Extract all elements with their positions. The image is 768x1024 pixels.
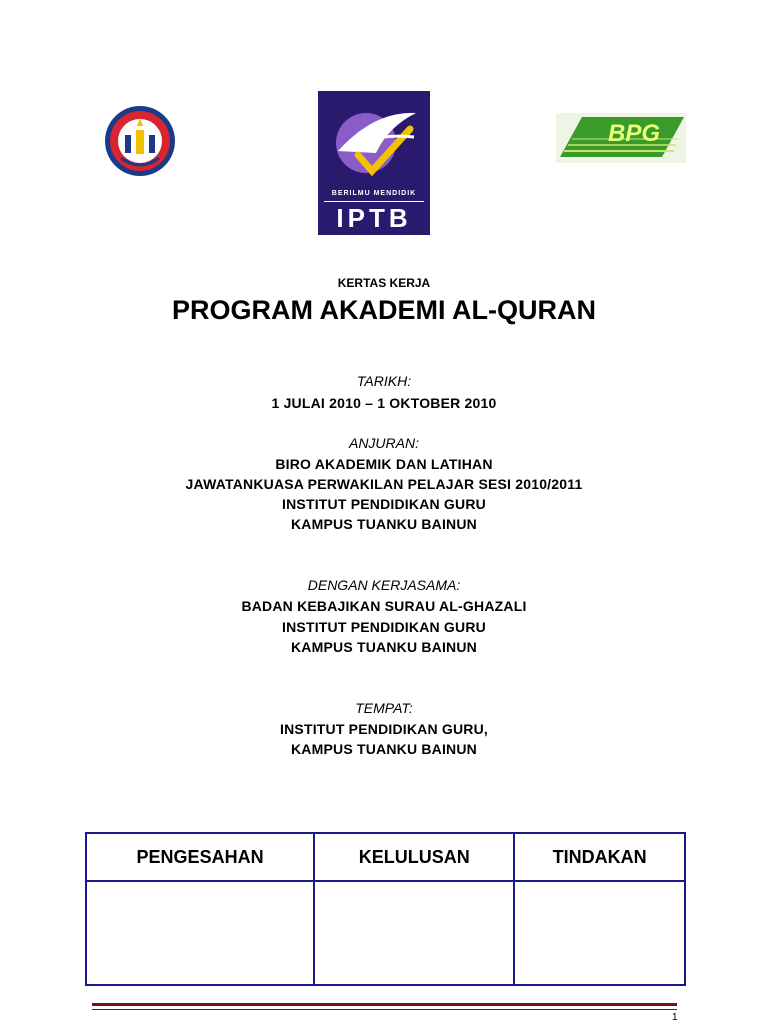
anjuran-line: INSTITUT PENDIDIKAN GURU <box>282 496 486 512</box>
bpg-name: BPG <box>608 120 661 147</box>
tarikh-label: TARIKH: <box>356 373 412 389</box>
tempat-label: TEMPAT: <box>355 700 413 716</box>
pengesahan-sign-cell[interactable] <box>86 881 314 985</box>
document-title: PROGRAM AKADEMI AL-QURAN <box>172 295 596 325</box>
footer-rule-thick <box>92 1003 677 1006</box>
anjuran-line: JAWATANKUASA PERWAKILAN PELAJAR SESI 2010/2011 <box>185 476 583 492</box>
tarikh-line: 1 JULAI 2010 – 1 OKTOBER 2010 <box>271 395 497 411</box>
anjuran-line: BIRO AKADEMIK DAN LATIHAN <box>275 456 493 472</box>
approval-table <box>85 832 686 986</box>
iptb-logo <box>318 91 430 235</box>
footer-rule-thin <box>92 1009 677 1010</box>
pengesahan-header: PENGESAHAN <box>86 833 314 881</box>
tempat-line: INSTITUT PENDIDIKAN GURU, <box>280 721 488 737</box>
approval-table-header-row <box>86 833 685 881</box>
kerjasama-line: BADAN KEBAJIKAN SURAU AL-GHAZALI <box>241 598 527 614</box>
kelulusan-sign-cell[interactable] <box>314 881 514 985</box>
tindakan-sign-cell[interactable] <box>514 881 685 985</box>
kelulusan-header: KELULUSAN <box>314 833 514 881</box>
iptb-name: IPTB <box>336 203 412 233</box>
anjuran-line: KAMPUS TUANKU BAINUN <box>291 516 477 532</box>
anjuran-label: ANJURAN: <box>348 435 419 451</box>
kpm-crest-logo <box>103 102 178 180</box>
page-number: 1 <box>672 1012 678 1023</box>
kerjasama-line: KAMPUS TUANKU BAINUN <box>291 639 477 655</box>
iptb-tagline: BERILMU MENDIDIK <box>331 190 417 197</box>
document-kicker: KERTAS KERJA <box>337 276 431 290</box>
tempat-line: KAMPUS TUANKU BAINUN <box>291 741 477 757</box>
approval-table-sign-row <box>86 881 685 985</box>
tindakan-header: TINDAKAN <box>514 833 685 881</box>
kerjasama-label: DENGAN KERJASAMA: <box>307 577 461 593</box>
bpg-logo <box>556 113 686 163</box>
kerjasama-line: INSTITUT PENDIDIKAN GURU <box>282 619 486 635</box>
